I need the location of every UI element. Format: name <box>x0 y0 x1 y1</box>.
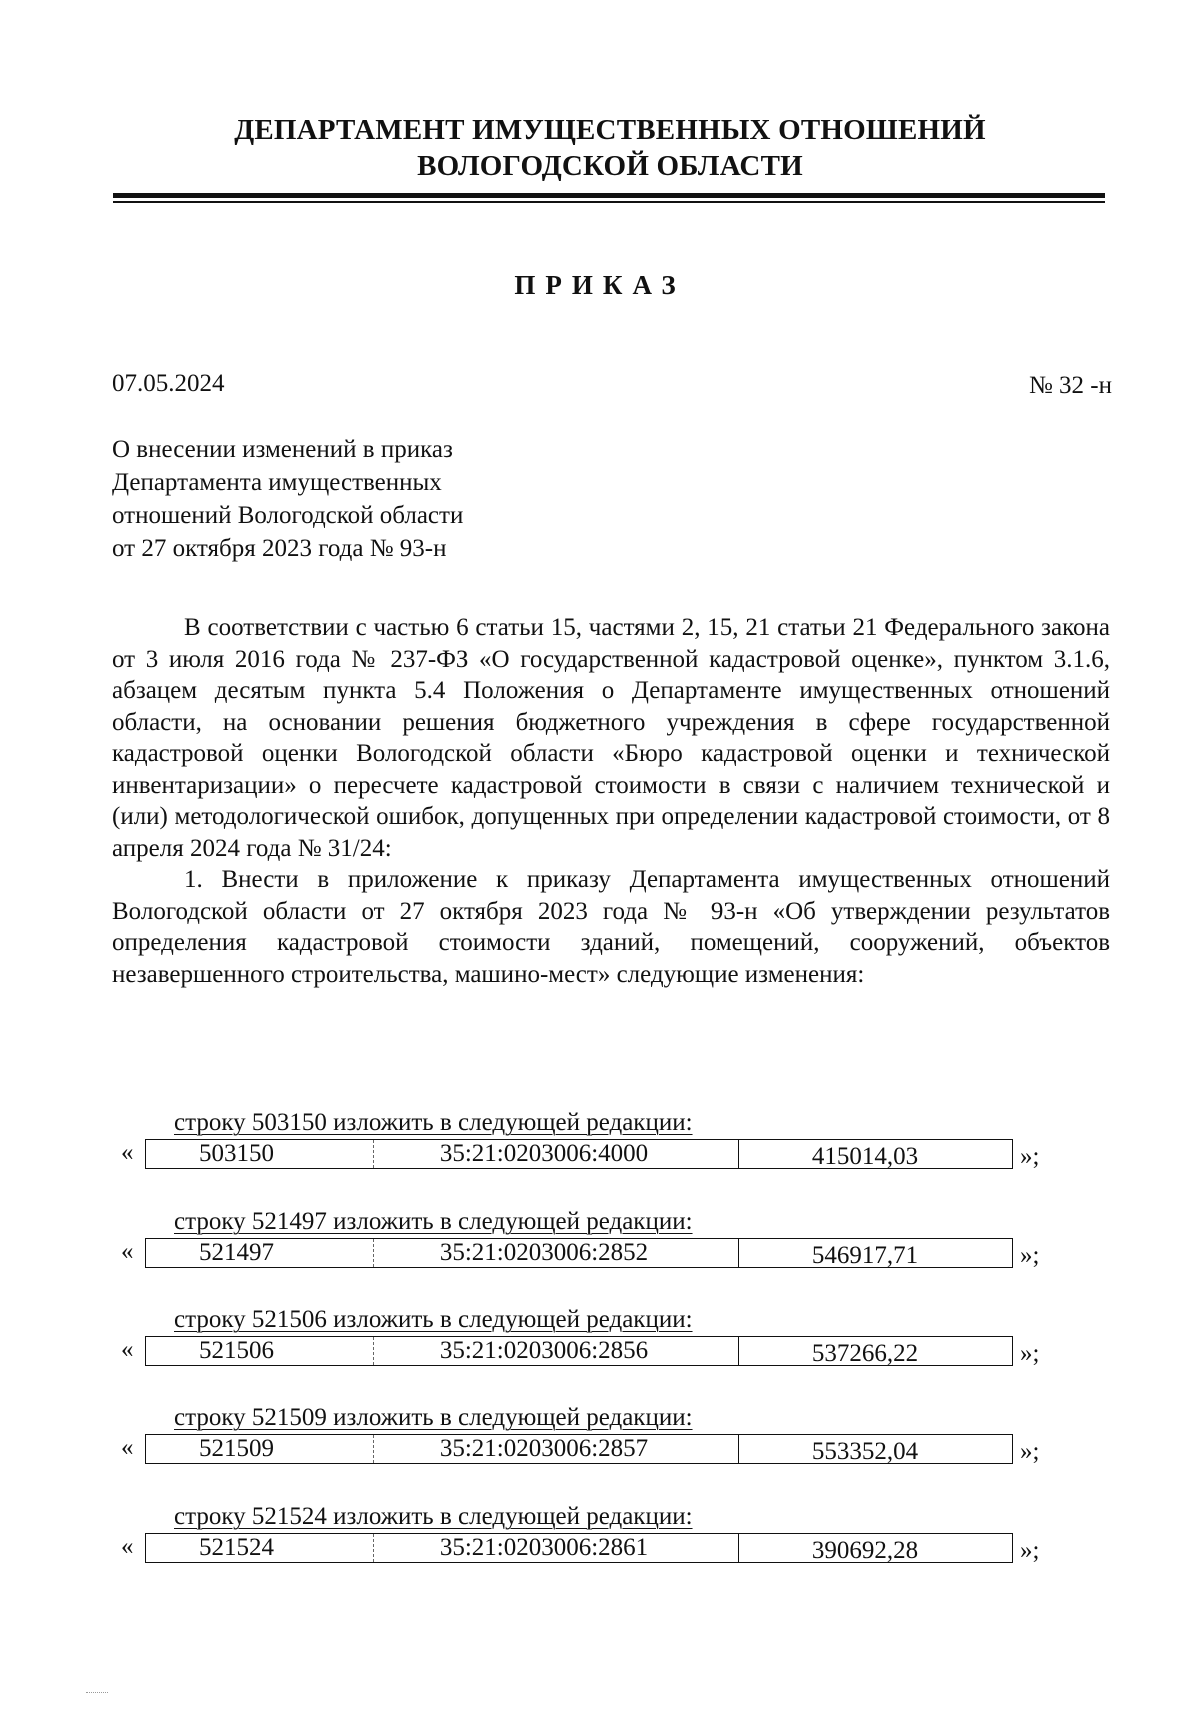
opening-quote: « <box>121 1533 134 1560</box>
subject-line: О внесении изменений в приказ <box>112 436 453 463</box>
amendment-caption: строку 521509 изложить в следующей редакции: <box>174 1404 693 1431</box>
amendment-caption: строку 503150 изложить в следующей редакции: <box>174 1109 693 1136</box>
cadastral-number-cell: 35:21:0203006:2857 <box>374 1435 739 1463</box>
amendment-table-row <box>145 1533 1013 1563</box>
closing-quote: »; <box>1020 1143 1040 1170</box>
amendment-block <box>112 1306 1112 1386</box>
cadastral-number-cell: 35:21:0203006:4000 <box>374 1140 739 1168</box>
document-body <box>112 612 1110 990</box>
document-date: 07.05.2024 <box>112 370 225 397</box>
amendment-caption: строку 521524 изложить в следующей редакции: <box>174 1503 693 1530</box>
opening-quote: « <box>121 1434 134 1461</box>
department-header <box>110 112 1110 184</box>
closing-quote: »; <box>1020 1340 1040 1367</box>
cadastral-value-cell: 537266,22 <box>811 1339 919 1367</box>
cadastral-number-cell: 35:21:0203006:2856 <box>374 1337 739 1365</box>
row-number-cell: 521524 <box>146 1534 374 1562</box>
item-1-paragraph: 1. Внести в приложение к приказу Департамента имущественных отношений Вологодской области от 27 октября 2023 года № 93-н «Об утверждении результатов определения кадастровой стоимости зданий, помещений, сооружений, объектов незавершенного строительства, машино-мест» следующие изменения: <box>112 866 1110 988</box>
amendment-caption: строку 521506 изложить в следующей редакции: <box>174 1306 693 1333</box>
cadastral-value-cell: 553352,04 <box>811 1437 919 1465</box>
amendment-block <box>112 1404 1112 1484</box>
header-divider-thin <box>113 201 1105 203</box>
subject-line: отношений Вологодской области <box>112 502 464 529</box>
department-name-line2: ВОЛОГОДСКОЙ ОБЛАСТИ <box>417 150 803 182</box>
closing-quote: »; <box>1020 1438 1040 1465</box>
row-number-cell: 503150 <box>146 1140 374 1168</box>
document-number: № 32 -н <box>1028 372 1112 399</box>
preamble-paragraph: В соответствии с частью 6 статьи 15, частями 2, 15, 21 статьи 21 Федерального закона от 3 июля 2016 года № 237-ФЗ «О государственной кадастровой оценке», пунктом 3.1.6, абзацем десятым пункта 5.4 Положения о Департаменте имущественных отношений области, на основании решения бюджетного учреждения в сфере государственной кадастровой оценки Вологодской области «Бюро кадастровой оценки и технической инвентаризации» о пересчете кадастровой стоимости в связи с наличием технической и (или) методологической ошибок, допущенных при определении кадастровой стоимости, от 8 апреля 2024 года № 31/24: <box>112 614 1110 862</box>
cadastral-value-cell: 546917,71 <box>811 1241 919 1269</box>
department-name-line1: ДЕПАРТАМЕНТ ИМУЩЕСТВЕННЫХ ОТНОШЕНИЙ <box>234 114 986 146</box>
amendment-block <box>112 1503 1112 1583</box>
scan-artifact <box>86 1692 108 1695</box>
document-subject <box>112 433 632 565</box>
cadastral-number-cell: 35:21:0203006:2852 <box>374 1239 739 1267</box>
row-number-cell: 521506 <box>146 1337 374 1365</box>
amendment-table-row <box>145 1336 1013 1366</box>
amendment-table-row <box>145 1434 1013 1464</box>
opening-quote: « <box>121 1139 134 1166</box>
cadastral-value-cell: 415014,03 <box>811 1142 919 1170</box>
subject-line: Департамента имущественных <box>112 469 442 496</box>
amendment-table-row <box>145 1139 1013 1169</box>
closing-quote: »; <box>1020 1537 1040 1564</box>
document-title: ПРИКАЗ <box>514 270 686 300</box>
row-number-cell: 521509 <box>146 1435 374 1463</box>
opening-quote: « <box>121 1336 134 1363</box>
cadastral-number-cell: 35:21:0203006:2861 <box>374 1534 739 1562</box>
amendment-block <box>112 1208 1112 1288</box>
amendment-caption: строку 521497 изложить в следующей редакции: <box>174 1208 693 1235</box>
row-number-cell: 521497 <box>146 1239 374 1267</box>
subject-line: от 27 октября 2023 года № 93-н <box>112 535 447 562</box>
amendment-table-row <box>145 1238 1013 1268</box>
cadastral-value-cell: 390692,28 <box>811 1536 919 1564</box>
amendment-block <box>112 1109 1112 1189</box>
header-divider-thick <box>113 193 1105 198</box>
opening-quote: « <box>121 1238 134 1265</box>
closing-quote: »; <box>1020 1242 1040 1269</box>
